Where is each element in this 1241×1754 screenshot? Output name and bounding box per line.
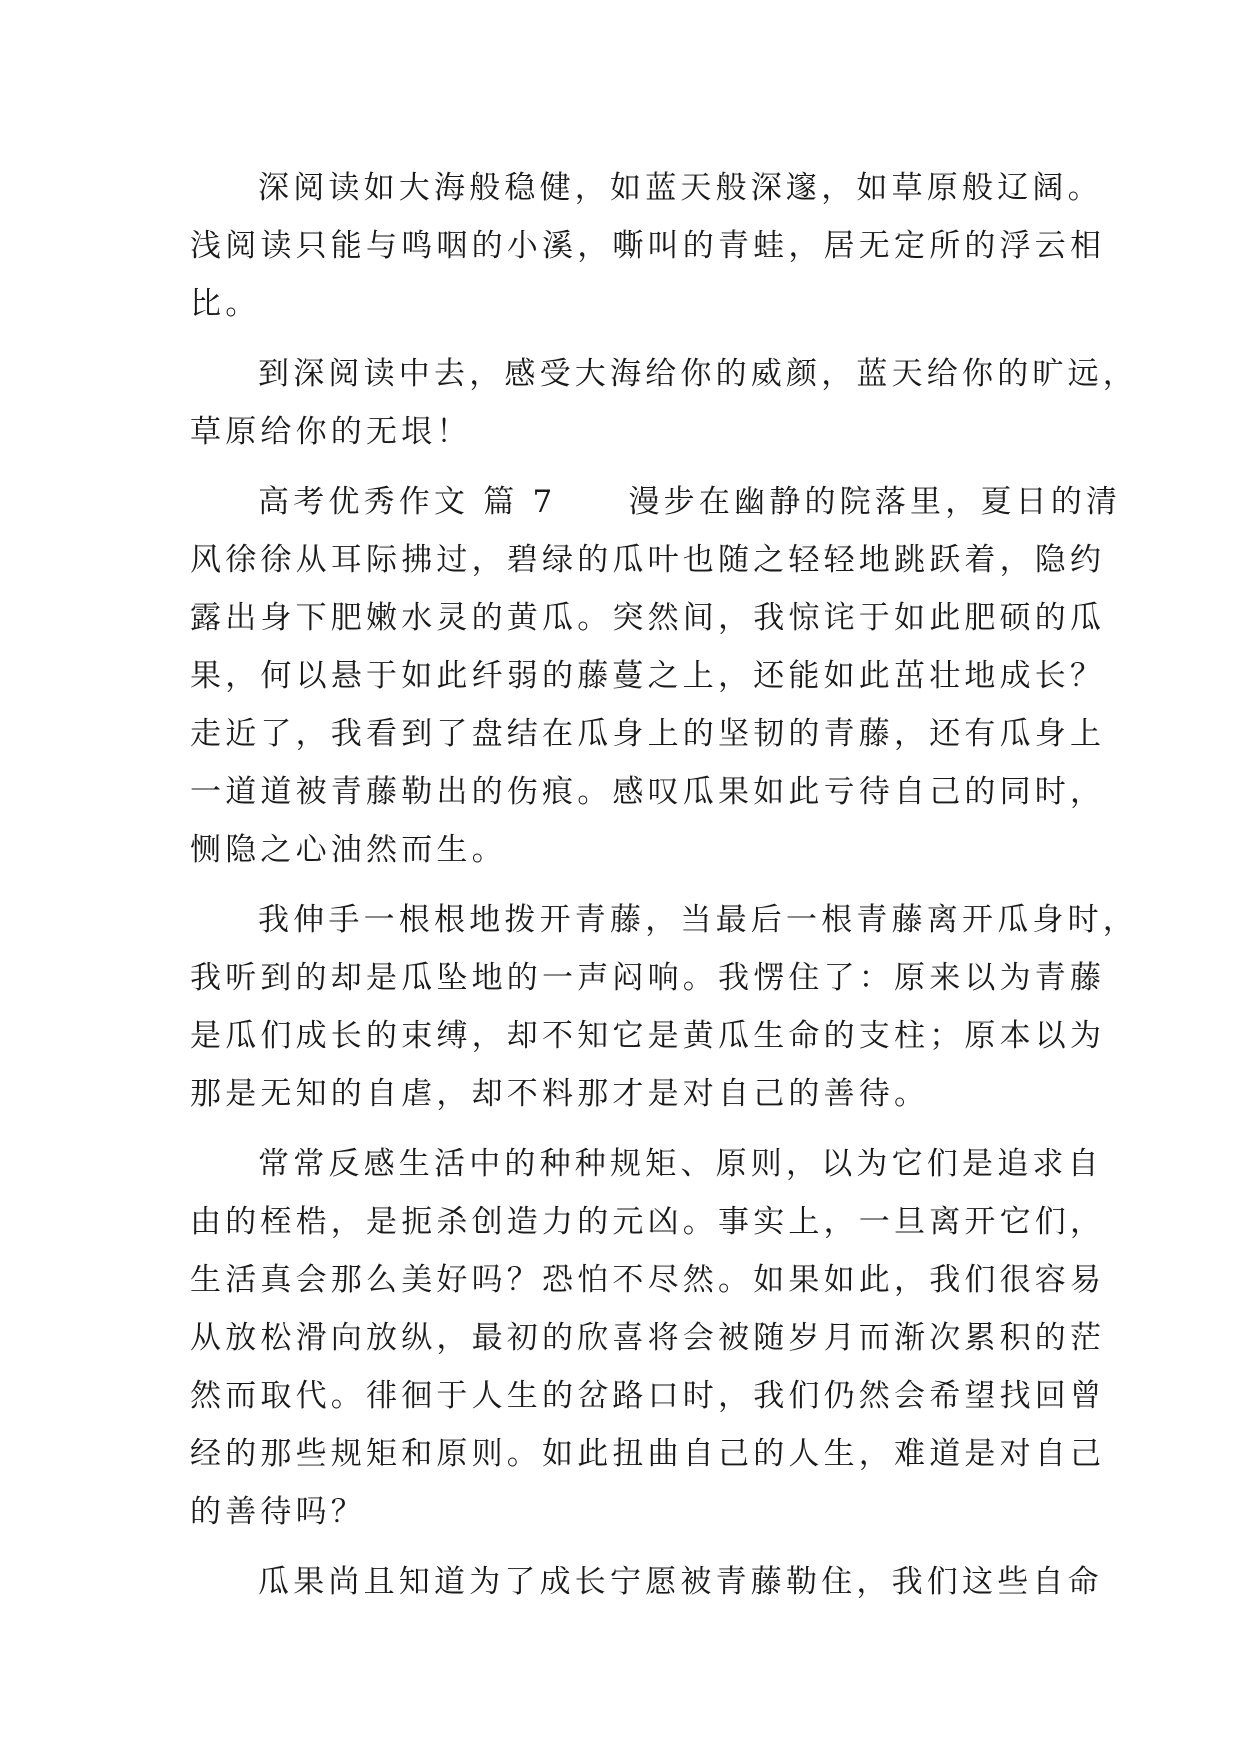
- text-line: 的善待吗？: [190, 1494, 366, 1530]
- essay-title: 高考优秀作文: [258, 484, 470, 520]
- text-line: 那是无知的自虐，却不料那才是对自己的善待。: [190, 1076, 930, 1112]
- text-line: 露出身下肥嫩水灵的黄瓜。突然间，我惊诧于如此肥硕的瓜: [190, 600, 1106, 636]
- section-heading-line: [258, 473, 1121, 531]
- text-line: 果，何以悬于如此纤弱的藤蔓之上，还能如此茁壮地成长？: [190, 658, 1106, 694]
- text-line: 浅阅读只能与鸣咽的小溪，嘶叫的青蛙，居无定所的浮云相: [190, 228, 1106, 264]
- text-line: 经的那些规矩和原则。如此扭曲自己的人生，难道是对自己: [190, 1436, 1106, 1472]
- text-line: 漫步在幽静的院落里，夏日的清: [628, 484, 1122, 520]
- text-line: 一道道被青藤勒出的伤痕。感叹瓜果如此亏待自己的同时，: [190, 774, 1106, 810]
- text-line: 然而取代。徘徊于人生的岔路口时，我们仍然会希望找回曾: [190, 1378, 1106, 1414]
- text-line: 由的桎梏，是扼杀创造力的元凶。事实上，一旦离开它们，: [190, 1204, 1106, 1240]
- text-line: 到深阅读中去，感受大海给你的威颜，蓝天给你的旷远，: [258, 356, 1138, 392]
- text-line: 我伸手一根根地拨开青藤，当最后一根青藤离开瓜身时，: [258, 902, 1138, 938]
- text-line: 深阅读如大海般稳健，如蓝天般深邃，如草原般辽阔。: [258, 170, 1103, 206]
- text-line: 瓜果尚且知道为了成长宁愿被青藤勒住，我们这些自命: [258, 1564, 1103, 1600]
- essay-number: 篇 7: [483, 484, 557, 520]
- text-line: 草原给你的无垠！: [190, 414, 472, 450]
- text-line: 从放松滑向放纵，最初的欣喜将会被随岁月而渐次累积的茫: [190, 1320, 1106, 1356]
- text-line: 我听到的却是瓜坠地的一声闷响。我愣住了：原来以为青藤: [190, 960, 1106, 996]
- text-line: 常常反感生活中的种种规矩、原则，以为它们是追求自: [258, 1146, 1103, 1182]
- text-line: 比。: [190, 286, 261, 322]
- text-line: 生活真会那么美好吗？恐怕不尽然。如果如此，我们很容易: [190, 1262, 1106, 1298]
- text-line: 是瓜们成长的束缚，却不知它是黄瓜生命的支柱；原本以为: [190, 1018, 1106, 1054]
- text-line: 风徐徐从耳际拂过，碧绿的瓜叶也随之轻轻地跳跃着，隐约: [190, 542, 1106, 578]
- text-line: 恻隐之心油然而生。: [190, 832, 507, 868]
- text-line: 走近了，我看到了盘结在瓜身上的坚韧的青藤，还有瓜身上: [190, 716, 1106, 752]
